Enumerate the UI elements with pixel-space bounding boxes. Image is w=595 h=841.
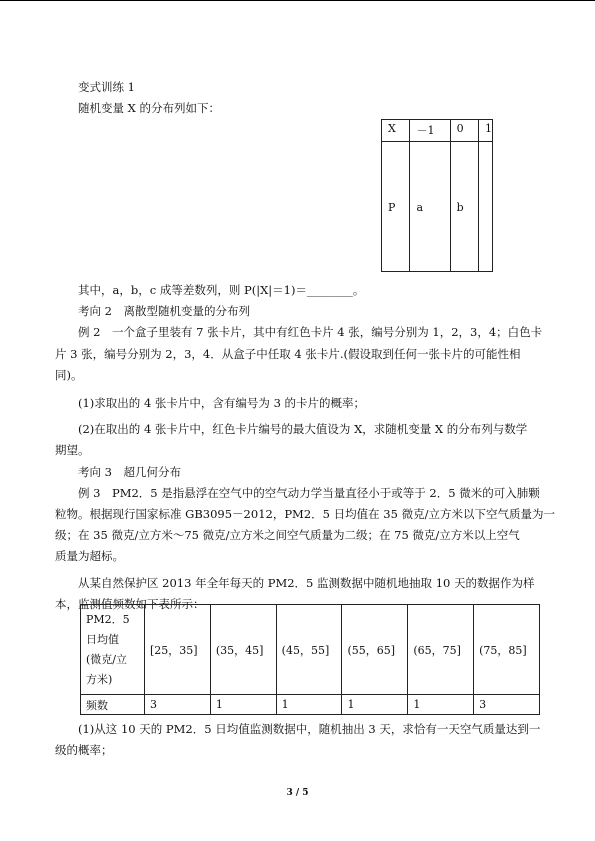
heading-topic-3: 考向 3 超几何分布 (78, 465, 181, 479)
heading-topic-2: 考向 2 离散型随机变量的分布列 (78, 304, 250, 318)
page-number: 3 / 5 (286, 788, 309, 798)
table-row (382, 142, 493, 272)
text-question-1: (1)求取出的 4 张卡片中，含有编号为 3 的卡片的概率； (78, 396, 366, 410)
text-example-2-line2: 片 3 张，编号分别为 2，3，4．从盒子中任取 4 张卡片.(假设取到任何一张卡片的可能性相 (55, 347, 521, 361)
text-question-2-line1: (2)在取出的 4 张卡片中，红色卡片编号的最大值设为 X，求随机变量 X 的分布列与数学 (78, 422, 528, 436)
table-cell: (55，65] (342, 605, 408, 695)
table-cell: 3 (474, 695, 540, 715)
text-sub-question-1-line1: (1)从这 10 天的 PM2．5 日均值监测数据中，随机抽出 3 天，求恰有一天空气质量达到一 (78, 722, 541, 736)
table-cell: －1 (410, 120, 450, 142)
table-cell: 0 (450, 120, 478, 142)
text-example-3-line4: 质量为超标。 (55, 549, 124, 563)
table-cell: (65，75] (408, 605, 474, 695)
table-cell (479, 142, 493, 272)
text-example-3-line1: 例 3 PM2．5 是指悬浮在空气中的空气动力学当量直径小于或等于 2．5 微米的可入肺颗 (78, 486, 540, 500)
top-rule (0, 0, 595, 1)
table-cell: (35，45] (210, 605, 276, 695)
table-cell: P (382, 142, 410, 272)
table-cell: 1 (342, 695, 408, 715)
table-cell: b (450, 142, 478, 272)
text-question-2-line2: 期望。 (55, 443, 90, 457)
text-example-3-line2: 粒物。根据现行国家标准 GB3095－2012，PM2．5 日均值在 35 微克/立方米以下空气质量为一 (55, 507, 555, 521)
table-cell: 1 (479, 120, 493, 142)
text-arithmetic-sequence: 其中，a，b，c 成等差数列，则 P(|X|＝1)＝________。 (78, 283, 365, 297)
pm25-frequency-table (80, 604, 540, 715)
text-sample-line1: 从某自然保护区 2013 年全年每天的 PM2．5 监测数据中随机地抽取 10 天的数据作为样 (78, 576, 535, 590)
text-example-2-line1: 例 2 一个盒子里装有 7 张卡片，其中有红色卡片 4 张，编号分别为 1，2，3，4；白色卡 (78, 325, 543, 339)
table-row (81, 695, 540, 715)
table-cell: 频数 (81, 695, 145, 715)
table-cell: [25，35] (145, 605, 211, 695)
table-cell: (45，55] (276, 605, 342, 695)
header-label-part: (微克/立 (86, 652, 127, 666)
header-label-part: 日均值 (86, 632, 119, 646)
table-header-cell (81, 605, 145, 695)
header-label-part: PM2．5 (86, 612, 130, 626)
table-cell: 1 (276, 695, 342, 715)
header-label-part: 方米) (86, 672, 113, 686)
text-example-2-line3: 同)。 (55, 368, 83, 382)
heading-variant-training: 变式训练 1 (78, 80, 135, 94)
table-cell: (75，85] (474, 605, 540, 695)
text-distribution-intro: 随机变量 X 的分布列如下： (78, 101, 220, 115)
table-row (81, 605, 540, 695)
text-example-3-line3: 级；在 35 微克/立方米～75 微克/立方米之间空气质量为二级；在 75 微克/立方米以上空气 (55, 528, 520, 542)
text-sub-question-1-line2: 级的概率； (55, 743, 113, 757)
text-sample-line2: 本，监测值频数如下表所示： (55, 597, 205, 611)
table-cell: a (410, 142, 450, 272)
distribution-table (381, 119, 493, 272)
table-cell: 3 (145, 695, 211, 715)
table-row (382, 120, 493, 142)
table-cell: 1 (408, 695, 474, 715)
table-cell: 1 (210, 695, 276, 715)
table-cell: X (382, 120, 410, 142)
